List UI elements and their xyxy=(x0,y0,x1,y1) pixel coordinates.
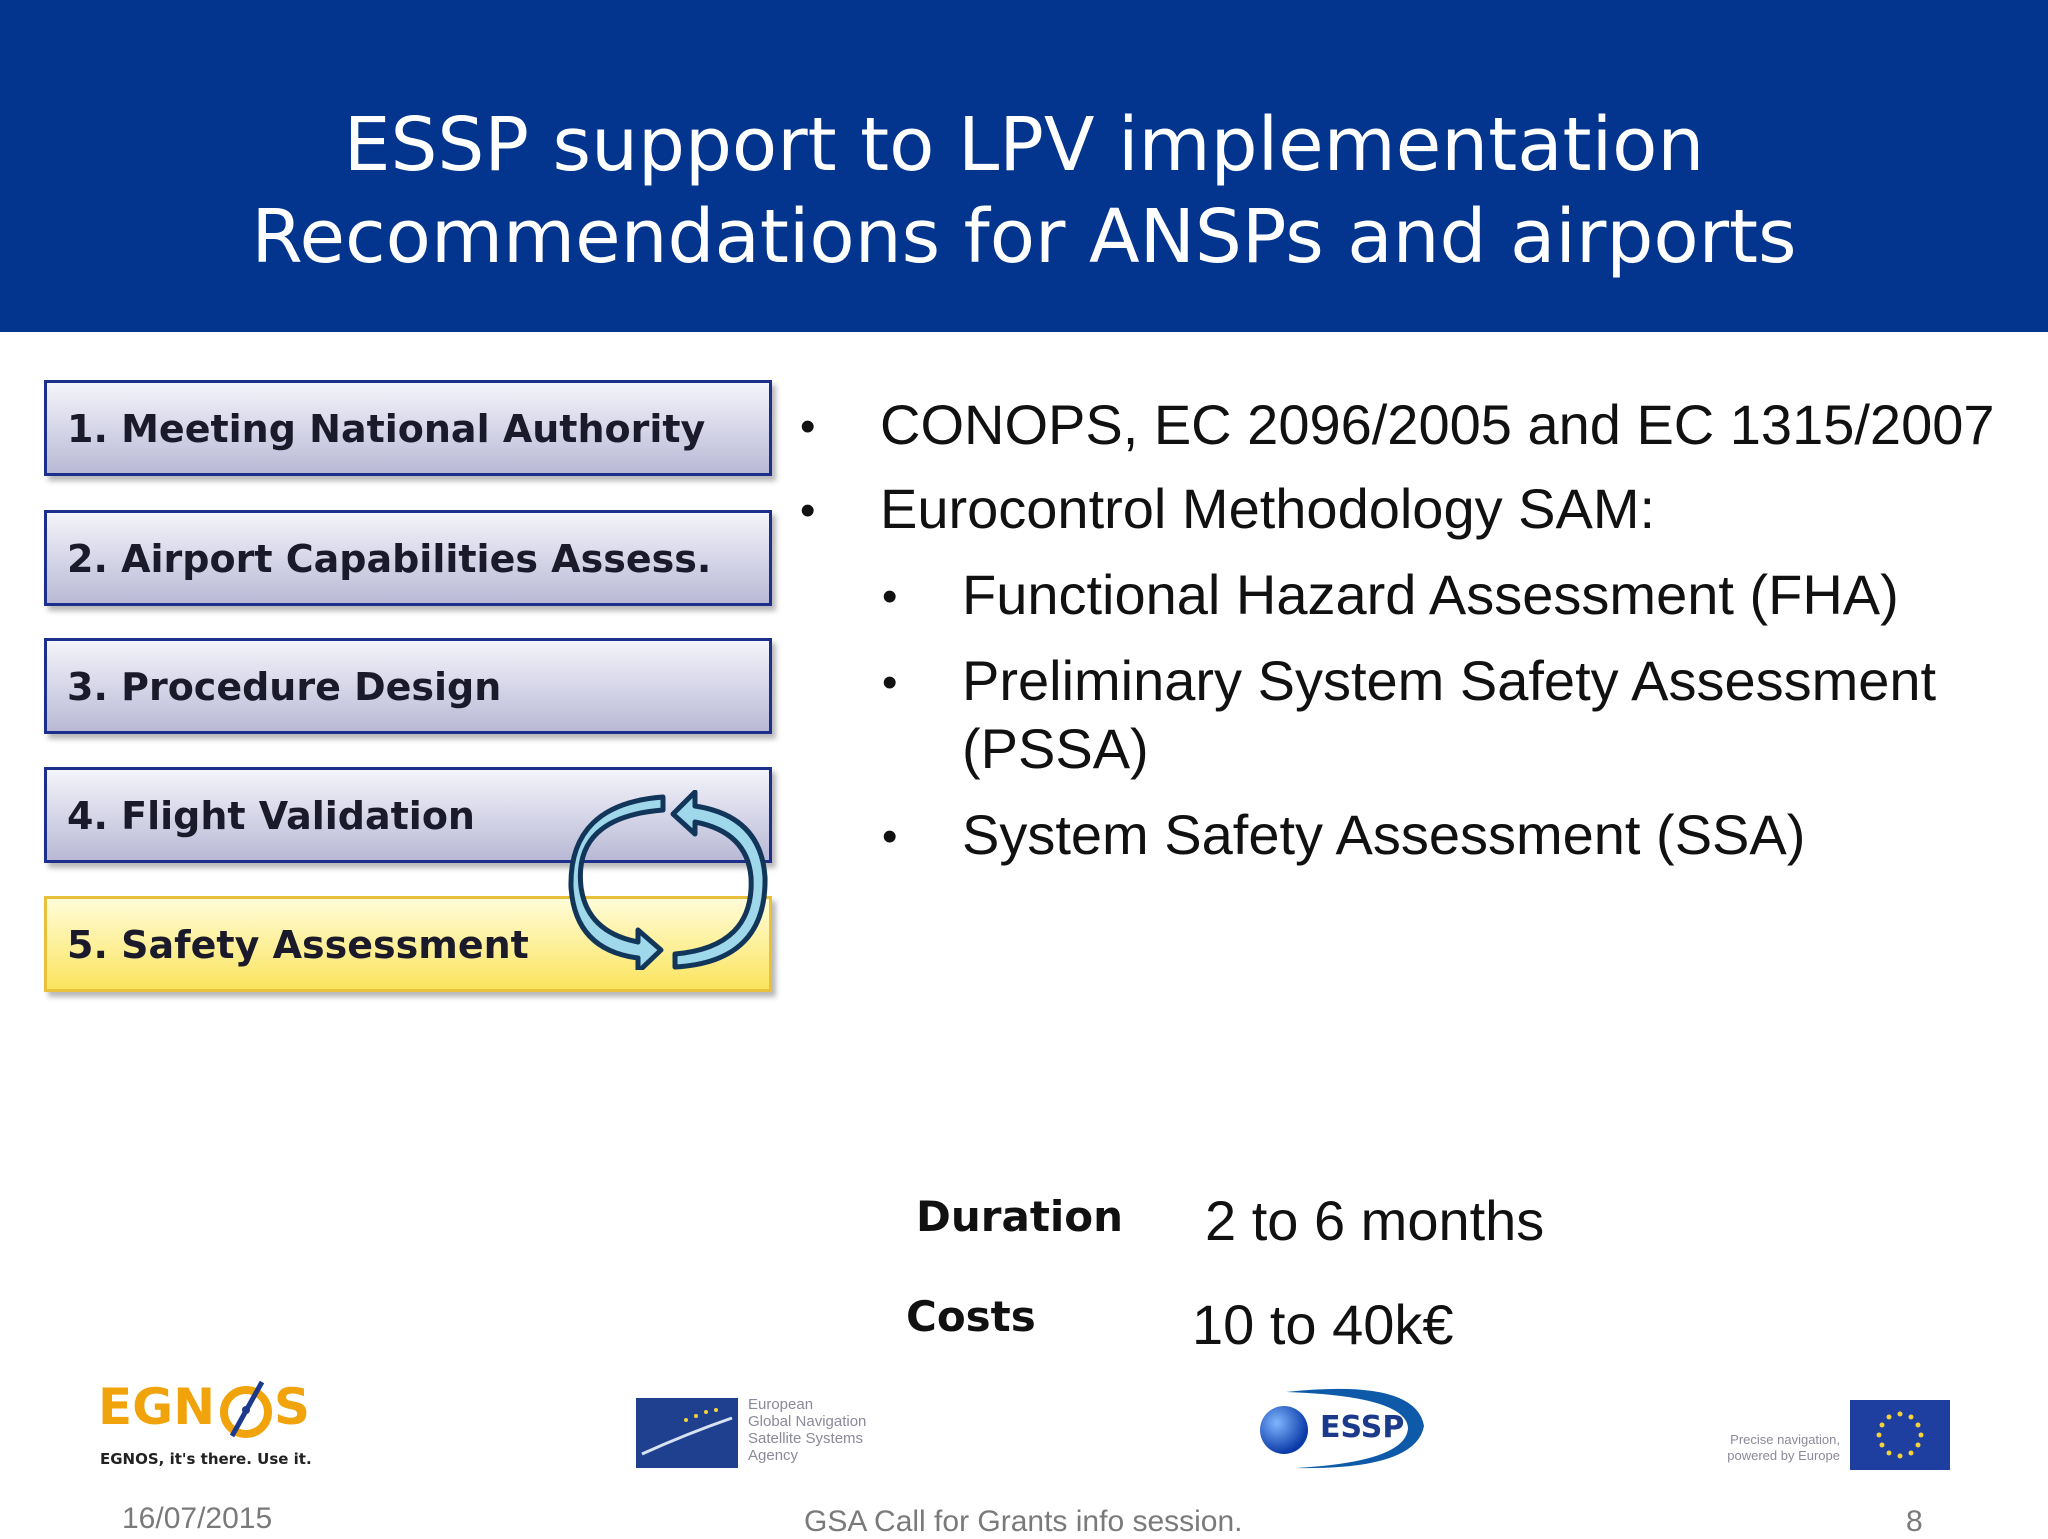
eu-logo-text xyxy=(1700,1432,1840,1464)
egnos-compass-icon xyxy=(218,1380,274,1440)
gsa-flag-icon xyxy=(636,1398,738,1468)
footer-page-number: 8 xyxy=(1906,1505,1923,1538)
gsa-line: Satellite Systems xyxy=(748,1430,864,1447)
duration-label: Duration xyxy=(916,1192,1124,1241)
step-label: 4. Flight Validation xyxy=(67,794,475,838)
duration-value: 2 to 6 months xyxy=(1205,1189,1545,1252)
sub-bullet-pssa: Preliminary System Safety Assessment xyxy=(962,649,1937,712)
title-line-2: Recommendations for ANSPs and airports xyxy=(251,194,1797,280)
footer-date: 16/07/2015 xyxy=(122,1502,273,1535)
title-banner xyxy=(0,0,2048,332)
title-line-1: ESSP support to LPV implementation xyxy=(343,102,1705,188)
sub-bullet-fha: Functional Hazard Assessment (FHA) xyxy=(962,563,1899,626)
sub-bullet-dot: • xyxy=(882,812,898,861)
egnos-logo xyxy=(98,1378,318,1468)
bullet-dot: • xyxy=(800,486,816,535)
gsa-line: European xyxy=(748,1396,814,1413)
sub-bullet-ssa: System Safety Assessment (SSA) xyxy=(962,803,1806,866)
essp-logo xyxy=(1256,1384,1426,1474)
essp-logo-text: ESSP xyxy=(1320,1410,1405,1445)
bullet-conops: CONOPS, EC 2096/2005 and EC 1315/2007 xyxy=(880,393,1995,456)
gsa-line: Agency xyxy=(748,1447,799,1464)
step-label: 1. Meeting National Authority xyxy=(67,407,706,451)
costs-label: Costs xyxy=(906,1292,1036,1341)
cycle-arrows-icon xyxy=(565,790,775,970)
gsa-line: Global Navigation xyxy=(748,1413,867,1430)
bullet-dot: • xyxy=(800,402,816,451)
egnos-logo-text-left: EGN xyxy=(98,1378,216,1436)
costs-value: 10 to 40k€ xyxy=(1192,1293,1454,1356)
sub-bullet-dot: • xyxy=(882,572,898,621)
step-airport-capabilities xyxy=(44,510,772,606)
step-label: 3. Procedure Design xyxy=(67,665,502,709)
gsa-logo-text xyxy=(748,1396,866,1464)
step-label: 5. Safety Assessment xyxy=(67,923,529,967)
egnos-logo-text-right: S xyxy=(274,1378,311,1436)
gsa-logo xyxy=(636,1396,896,1470)
egnos-tagline: EGNOS, it's there. Use it. xyxy=(100,1450,312,1468)
eu-flag-icon xyxy=(1850,1400,1950,1470)
step-procedure-design xyxy=(44,638,772,734)
footer-event: GSA Call for Grants info session. xyxy=(804,1505,1243,1538)
bullet-sam: Eurocontrol Methodology SAM: xyxy=(880,477,1656,540)
eu-line: powered by Europe xyxy=(1727,1448,1840,1463)
eu-logo xyxy=(1700,1396,1950,1472)
sub-bullet-pssa-abbr: (PSSA) xyxy=(962,717,1149,780)
step-meeting-national-authority xyxy=(44,380,772,476)
step-label: 2. Airport Capabilities Assess. xyxy=(67,537,712,581)
sub-bullet-dot: • xyxy=(882,658,898,707)
eu-line: Precise navigation, xyxy=(1730,1432,1840,1447)
